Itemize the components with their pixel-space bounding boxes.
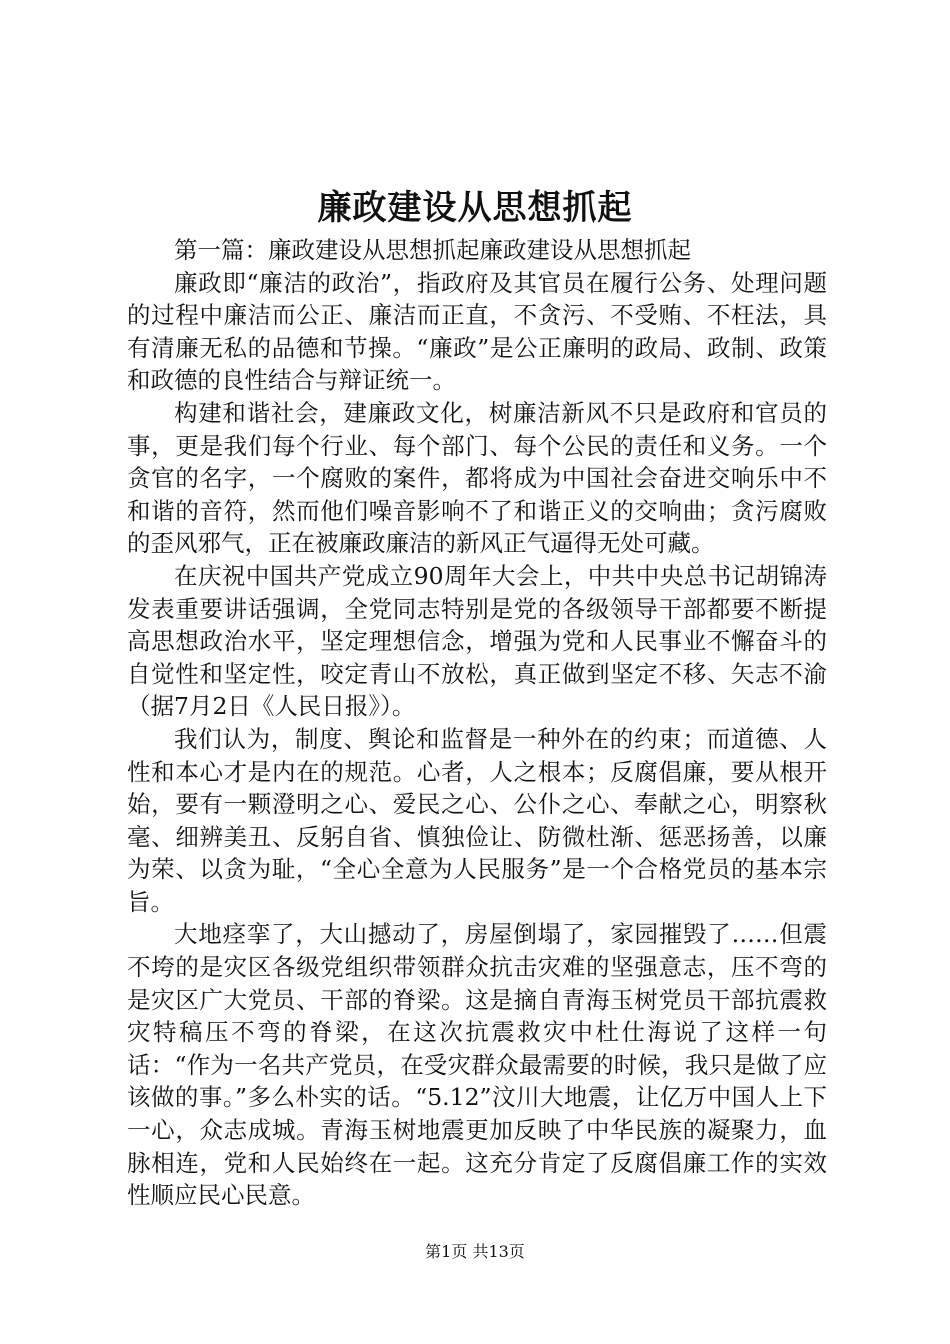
paragraph: 在庆祝中国共产党成立90周年大会上，中共中央总书记胡锦涛发表重要讲话强调，全党同志特别是党的各级领导干部都要不断提高思想政治水平，坚定理想信念，增强为党和人民事业不懈奋斗的自觉性和坚定性，咬定青山不放松，真正做到坚定不移、矢志不渝（据7月2日《人民日报》）。	[127, 561, 827, 721]
paragraph: 我们认为，制度、舆论和监督是一种外在的约束；而道德、人性和本心才是内在的规范。心者，人之根本；反腐倡廉，要从根开始，要有一颗澄明之心、爱民之心、公仆之心、奉献之心，明察秋毫、细辨美丑、反躬自省、慎独俭让、防微杜渐、惩恶扬善，以廉为荣、以贪为耻，“全心全意为人民服务”是一个合格党员的基本宗旨。	[127, 724, 827, 916]
document-body	[127, 234, 827, 1212]
document-title: 廉政建设从思想抓起	[317, 188, 633, 228]
paragraph-heading: 第一篇：廉政建设从思想抓起廉政建设从思想抓起	[174, 236, 691, 264]
paragraph: 构建和谐社会，建廉政文化，树廉洁新风不只是政府和官员的事，更是我们每个行业、每个部门、每个公民的责任和义务。一个贪官的名字，一个腐败的案件，都将成为中国社会奋进交响乐中不和谐的音符，然而他们噪音影响不了和谐正义的交响曲；贪污腐败的歪风邪气，正在被廉政廉洁的新风正气逼得无处可藏。	[127, 398, 827, 558]
paragraph: 廉政即“廉洁的政治”，指政府及其官员在履行公务、处理问题的过程中廉洁而公正、廉洁而正直，不贪污、不受贿、不枉法，具有清廉无私的品德和节操。“廉政”是公正廉明的政局、政制、政策和政德的良性结合与辩证统一。	[127, 268, 827, 395]
paragraph: 大地痉挛了，大山撼动了，房屋倒塌了，家园摧毁了……但震不垮的是灾区各级党组织带领群众抗击灾难的坚强意志，压不弯的是灾区广大党员、干部的脊梁。这是摘自青海玉树党员干部抗震救灾特稿压不弯的脊梁，在这次抗震救灾中杜仕海说了这样一句话：“作为一名共产党员，在受灾群众最需要的时候，我只是做了应该做的事。”多么朴实的话。“5.12”汶川大地震，让亿万中国人上下一心，众志成城。青海玉树地震更加反映了中华民族的凝聚力，血脉相连，党和人民始终在一起。这充分肯定了反腐倡廉工作的实效性顺应民心民意。	[127, 920, 827, 1210]
page-footer: 第1页 共13页	[425, 1242, 525, 1261]
